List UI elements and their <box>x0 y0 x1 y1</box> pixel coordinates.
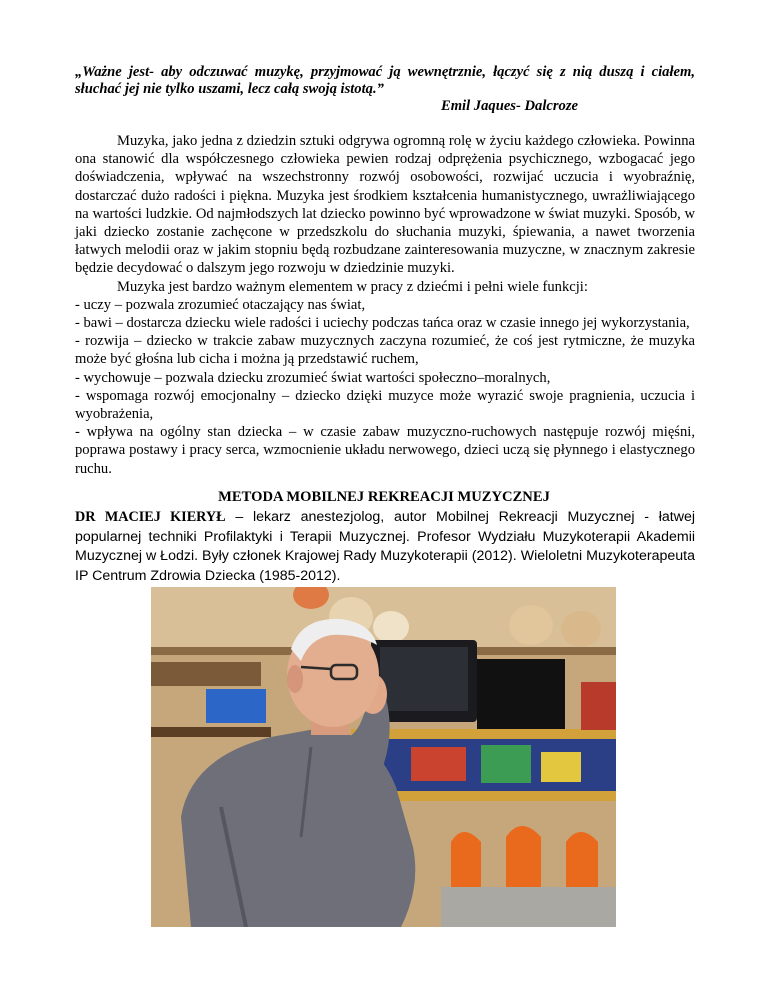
portrait-illustration <box>151 587 616 927</box>
functions-intro: Muzyka jest bardzo ważnym elementem w pracy z dziećmi i pełni wiele funkcji: <box>117 278 588 295</box>
author-name: DR MACIEJ KIERYŁ <box>75 509 226 525</box>
list-item: - wychowuje – pozwala dziecku zrozumieć świat wartości społeczno–moralnych, <box>75 369 551 386</box>
list-item: - rozwija – dziecko w trakcie zabaw muzycznych zaczyna rozumieć, że coś jest rytmiczne, że muzyka może być głośna lub cicha i można ją przedstawić ruchem, <box>75 333 695 368</box>
section-heading: METODA MOBILNEJ REKREACJI MUZYCZNEJ <box>218 489 550 505</box>
list-item: - wspomaga rozwój emocjonalny – dziecko dzięki muzyce może wyrazić swoje pragnienia, uczucia i wyobrażenia, <box>75 387 695 423</box>
list-item: - wpływa na ogólny stan dziecka – w czasie zabaw muzyczno-ruchowych następuje rozwój mięśni, poprawa postawy i pracy serca, wzmocnienie układu nerwowego, dzieci uczą się płynnego i elastycznego ruchu. <box>75 424 695 477</box>
list-item: - bawi – dostarcza dziecku wiele radości i uciechy podczas tańca oraz w czasie innego jej wykorzystania, <box>75 315 690 332</box>
list-item: - uczy – pozwala zrozumieć otaczający nas świat, <box>75 296 366 313</box>
author-description: – lekarz anestezjolog, autor Mobilnej Rekreacji Muzycznej - łatwej popularnej techniki Profilaktyki i Terapii Muzycznej. Profesor Wydziału Muzykoterapii Akademii Muzycznej w Łodzi. Były członek Krajowej Rady Muzykoterapii (2012). Wieloletni Muzykoterapeuta IP Centrum Zdrowia Dziecka (1985-2012). <box>75 509 696 584</box>
motto-quote: „Ważne jest- aby odczuwać muzykę, przyjmować ją wewnętrznie, łączyć się z nią duszą i ciałem, słuchać jej nie tylko uszami, lecz całą swoją istotą.” <box>75 64 695 97</box>
portrait-photo <box>151 587 616 927</box>
quote-author: Emil Jaques- Dalcroze <box>440 98 578 114</box>
body-text <box>75 132 695 478</box>
intro-paragraph: Muzyka, jako jedna z dziedzin sztuki odgrywa ogromną rolę w życiu każdego człowieka. Powinna ona stanowić dla współczesnego człowieka pewien rodzaj odprężenia psychicznego, wzbogacać jego doświadczenia, wpływać na wszechstronny rozwój osobowości, rozwijać uczucia i wyobraźnię, dostarczać dużo radości i piękna. Muzyka jest środkiem kształcenia humanistycznego, uwrażliwiającego na wartości ludzkie. Od najmłodszych lat dziecko powinno być wprowadzone w świat muzyki. Sposób, w jaki dziecko zostanie zachęcone w przedszkolu do słuchania muzyki, śpiewania, a nawet tworzenia łatwych melodii oraz w jakim stopniu będą rozbudzane zainteresowania muzyczne, w znacznym zakresie będzie decydować o dalszym jego rozwoju w dziedzinie muzyki. <box>75 133 695 277</box>
author-bio <box>75 508 695 586</box>
